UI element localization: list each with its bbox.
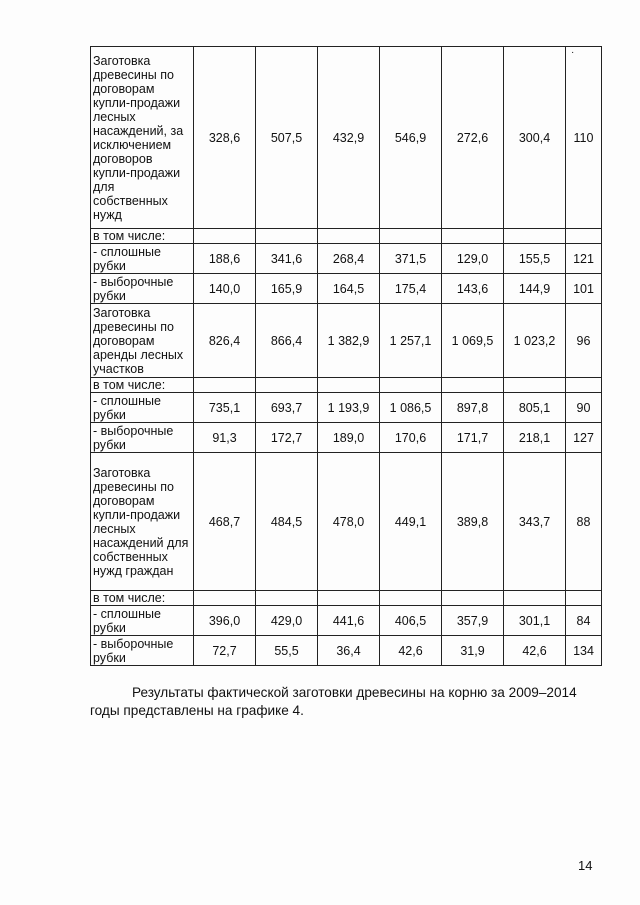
value-cell: 171,7	[442, 423, 504, 453]
scan-mark: ·	[571, 47, 575, 58]
row-label: в том числе:	[91, 229, 194, 244]
value-cell: 144,9	[504, 274, 566, 304]
table-row	[91, 393, 602, 423]
table-row	[91, 244, 602, 274]
table-row	[91, 229, 602, 244]
value-cell: 1 069,5	[442, 304, 504, 378]
value-cell	[442, 591, 504, 606]
value-cell: 134	[566, 636, 602, 666]
value-cell: 172,7	[256, 423, 318, 453]
value-cell: 357,9	[442, 606, 504, 636]
value-cell: 101	[566, 274, 602, 304]
table-row	[91, 378, 602, 393]
value-cell: 866,4	[256, 304, 318, 378]
value-cell: 90	[566, 393, 602, 423]
value-cell: 96	[566, 304, 602, 378]
summary-paragraph: Результаты фактической заготовки древесины на корню за 2009–2014 годы представлены на графике 4.	[90, 685, 577, 718]
value-cell	[194, 378, 256, 393]
row-label: Заготовка древесины по договорам купли-продажи лесных насаждений для собственных нужд граждан	[91, 453, 194, 591]
table-row	[91, 606, 602, 636]
value-cell: 42,6	[504, 636, 566, 666]
row-label: - выборочные рубки	[91, 423, 194, 453]
value-cell: 1 257,1	[380, 304, 442, 378]
value-cell	[504, 591, 566, 606]
value-cell: 300,4	[504, 47, 566, 229]
value-cell: 432,9	[318, 47, 380, 229]
value-cell: 735,1	[194, 393, 256, 423]
value-cell: 268,4	[318, 244, 380, 274]
value-cell: 143,6	[442, 274, 504, 304]
value-cell: 406,5	[380, 606, 442, 636]
row-label: Заготовка древесины по договорам аренды лесных участков	[91, 304, 194, 378]
table-row	[91, 423, 602, 453]
value-cell	[256, 229, 318, 244]
timber-harvest-table	[90, 46, 602, 666]
value-cell	[504, 229, 566, 244]
value-cell: 1 086,5	[380, 393, 442, 423]
value-cell: 170,6	[380, 423, 442, 453]
value-cell	[318, 229, 380, 244]
value-cell: 429,0	[256, 606, 318, 636]
value-cell: 396,0	[194, 606, 256, 636]
value-cell: 36,4	[318, 636, 380, 666]
value-cell	[194, 229, 256, 244]
value-cell: 897,8	[442, 393, 504, 423]
value-cell	[442, 378, 504, 393]
value-cell: 55,5	[256, 636, 318, 666]
row-label: - выборочные рубки	[91, 274, 194, 304]
table-row	[91, 591, 602, 606]
table-row	[91, 274, 602, 304]
value-cell: 826,4	[194, 304, 256, 378]
table-row	[91, 453, 602, 591]
row-label: Заготовка древесины по договорам купли-продажи лесных насаждений, за исключением договоров купли-продажи для собственных нужд	[91, 47, 194, 229]
value-cell: 84	[566, 606, 602, 636]
value-cell: 507,5	[256, 47, 318, 229]
value-cell: 441,6	[318, 606, 380, 636]
row-label: - сплошные рубки	[91, 393, 194, 423]
value-cell	[566, 378, 602, 393]
value-cell: 127	[566, 423, 602, 453]
value-cell: 88	[566, 453, 602, 591]
row-label: - сплошные рубки	[91, 244, 194, 274]
value-cell: 1 382,9	[318, 304, 380, 378]
value-cell: 693,7	[256, 393, 318, 423]
value-cell: 165,9	[256, 274, 318, 304]
value-cell: 343,7	[504, 453, 566, 591]
value-cell: 72,7	[194, 636, 256, 666]
value-cell: 341,6	[256, 244, 318, 274]
value-cell: 389,8	[442, 453, 504, 591]
table-row	[91, 304, 602, 378]
value-cell: 31,9	[442, 636, 504, 666]
value-cell: 301,1	[504, 606, 566, 636]
value-cell: 484,5	[256, 453, 318, 591]
value-cell	[566, 591, 602, 606]
value-cell: 272,6	[442, 47, 504, 229]
value-cell: 468,7	[194, 453, 256, 591]
value-cell: 546,9	[380, 47, 442, 229]
value-cell: 110	[566, 47, 602, 229]
value-cell: 189,0	[318, 423, 380, 453]
row-label: - сплошные рубки	[91, 606, 194, 636]
value-cell	[380, 591, 442, 606]
value-cell: 121	[566, 244, 602, 274]
value-cell	[318, 591, 380, 606]
value-cell: 1 193,9	[318, 393, 380, 423]
value-cell: 42,6	[380, 636, 442, 666]
table-row	[91, 636, 602, 666]
value-cell: 328,6	[194, 47, 256, 229]
value-cell	[504, 378, 566, 393]
value-cell: 805,1	[504, 393, 566, 423]
value-cell	[256, 591, 318, 606]
value-cell	[318, 378, 380, 393]
value-cell: 371,5	[380, 244, 442, 274]
row-label: в том числе:	[91, 591, 194, 606]
value-cell	[566, 229, 602, 244]
value-cell: 164,5	[318, 274, 380, 304]
value-cell	[442, 229, 504, 244]
value-cell: 1 023,2	[504, 304, 566, 378]
row-label: - выборочные рубки	[91, 636, 194, 666]
value-cell	[256, 378, 318, 393]
value-cell: 188,6	[194, 244, 256, 274]
value-cell: 478,0	[318, 453, 380, 591]
value-cell: 218,1	[504, 423, 566, 453]
value-cell	[194, 591, 256, 606]
value-cell: 91,3	[194, 423, 256, 453]
value-cell: 129,0	[442, 244, 504, 274]
table-row	[91, 47, 602, 229]
value-cell	[380, 378, 442, 393]
value-cell: 140,0	[194, 274, 256, 304]
page-number: 14	[578, 858, 593, 873]
row-label: в том числе:	[91, 378, 194, 393]
value-cell	[380, 229, 442, 244]
value-cell: 155,5	[504, 244, 566, 274]
value-cell: 449,1	[380, 453, 442, 591]
value-cell: 175,4	[380, 274, 442, 304]
